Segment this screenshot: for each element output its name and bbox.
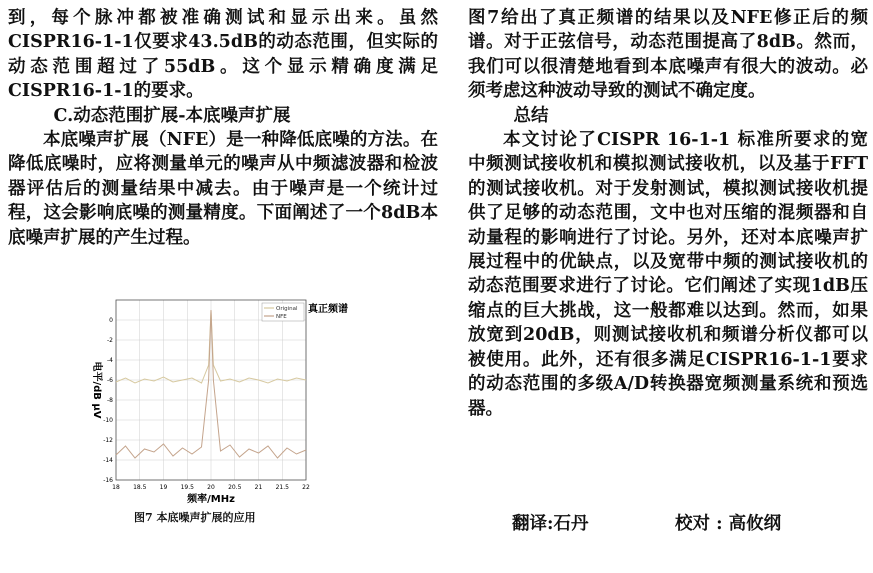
y-tick-label: -14: [103, 457, 113, 464]
x-axis-label: 频率/MHz: [187, 494, 235, 505]
x-tick-label: 19.5: [180, 484, 194, 491]
x-tick-labels: [112, 484, 310, 491]
left-paragraph-1: 到，每个脉冲都被准确测试和显示出来。虽然CISPR16-1-1仅要求43.5dB的动态范围，但实际的动态范围超过了55dB。这个显示精确度满足CISPR16-1-1的要求。: [8, 8, 438, 102]
chart-grid: [116, 300, 306, 480]
x-tick-label: 18: [112, 484, 120, 491]
figure-7: [80, 294, 420, 526]
true-spectrum-annotation: 真正频谱: [308, 304, 348, 315]
legend-original: Original: [276, 306, 298, 312]
y-tick-label: -12: [103, 437, 113, 444]
x-tick-label: 18.5: [133, 484, 147, 491]
y-tick-label: -2: [107, 337, 113, 344]
y-tick-labels: [103, 317, 113, 484]
y-axis-label: 电平/dB μV: [91, 361, 102, 419]
x-tick-label: 20.5: [228, 484, 242, 491]
legend: [262, 303, 304, 321]
summary-heading: 总结: [513, 105, 549, 126]
right-column: [468, 6, 868, 421]
proofreader-credit: 校对 : 高攸纲: [675, 514, 782, 534]
translator-credit: 翻译:石丹: [512, 514, 589, 534]
y-tick-label: -6: [107, 377, 113, 384]
y-tick-label: -8: [107, 397, 113, 404]
x-tick-label: 21: [254, 484, 263, 491]
legend-nfe: NFE: [276, 314, 287, 320]
spectrum-chart: [80, 294, 420, 509]
section-heading-c: C.动态范围扩展-本底噪声扩展: [53, 105, 291, 126]
right-paragraph-1: 图7给出了真正频谱的结果以及NFE修正后的频谱。对于正弦信号，动态范围提高了8dB。然而，我们可以很清楚地看到本底噪声有很大的波动。必须考虑这种波动导致的测试不确定度。: [468, 8, 868, 102]
y-tick-label: -10: [103, 417, 113, 424]
x-tick-label: 22: [302, 484, 310, 491]
y-tick-label: -4: [107, 357, 113, 364]
left-column: [8, 6, 438, 250]
x-tick-label: 20: [207, 484, 215, 491]
y-tick-label: -16: [103, 477, 113, 484]
left-paragraph-2: 本底噪声扩展（NFE）是一种降低底噪的方法。在降低底噪时，应将测量单元的噪声从中频滤波器和检波器评估后的测量结果中减去。由于噪声是一个统计过程，这会影响底噪的测量精度。下面阐述了一个8dB本底噪声扩展的产生过程。: [8, 130, 438, 248]
x-tick-label: 21.5: [275, 484, 289, 491]
y-tick-label: 0: [109, 317, 113, 324]
figure-caption: 图7 本底噪声扩展的应用: [134, 511, 256, 524]
x-tick-label: 19: [159, 484, 168, 491]
summary-paragraph: 本文讨论了CISPR 16-1-1 标准所要求的宽中频测试接收机和模拟测试接收机，以及基于FFT的测试接收机。对于发射测试，模拟测试接收机提供了足够的动态范围，文中也对压缩的混频器和自动量程的影响进行了讨论。另外，还对本底噪声扩展过程中的优缺点，以及宽带中频的测试接收机的动态范围要求进行了讨论。它们阐述了实现1dB压缩点的巨大挑战，这一般都难以达到。然而，如果放宽到20dB，则测试接收机和频谱分析仪都可以被使用。此外，还有很多满足CISPR16-1-1要求的动态范围的多级A/D转换器宽频测量系统和预选器。: [468, 130, 868, 419]
